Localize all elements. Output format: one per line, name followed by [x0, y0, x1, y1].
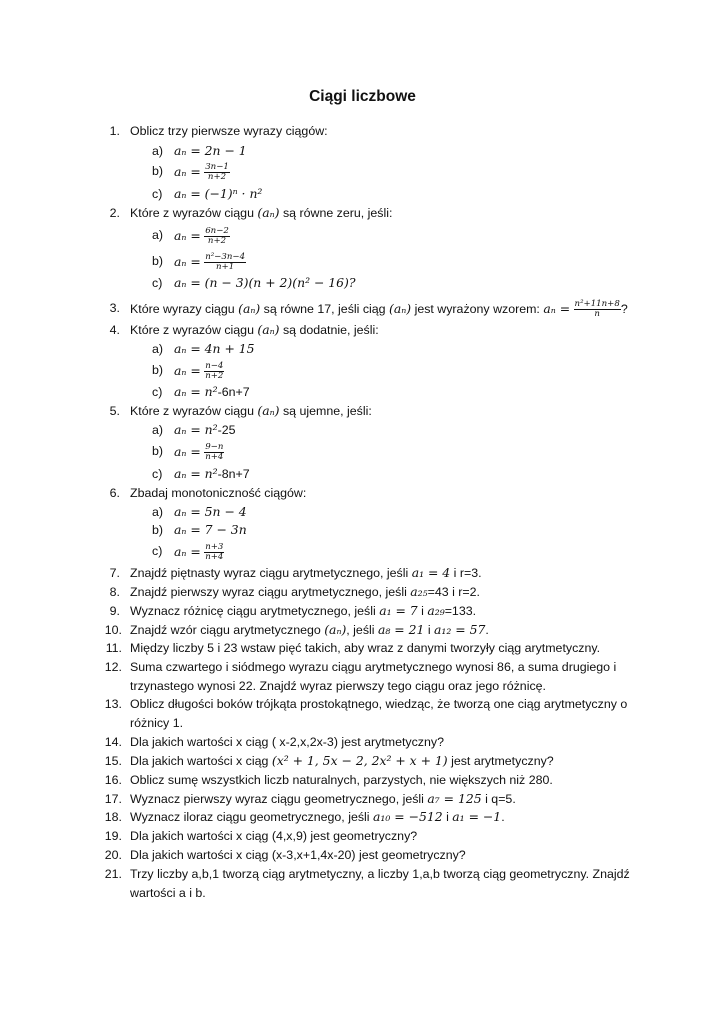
formula: aₙ = $\frac{3n-1}{n+2}$	[174, 162, 229, 182]
task-text: Które z wyrazów ciągu (aₙ) są dodatnie, jeśli:	[130, 322, 379, 337]
fraction: $\frac{n-4}{n+2}$	[205, 361, 224, 381]
formula: aₙ = $\frac{9-n}{n+4}$	[174, 442, 224, 462]
task-text: trzynastego wynosi 22. Znajdź wyraz pierwszy tego ciągu oraz jego różnicę.	[130, 679, 546, 693]
formula: aₙ = $\frac{n-4}{n+2}$	[174, 361, 224, 381]
subitem-label: b)	[152, 164, 164, 178]
formula: aₙ = 4n + 15	[174, 341, 255, 356]
task-text: różnicy 1.	[130, 716, 184, 730]
subitem-label: b)	[152, 363, 164, 377]
task-number: 6.	[109, 486, 120, 500]
subitem-label: a)	[152, 342, 164, 356]
task-number: 5.	[109, 404, 120, 418]
task-text: Suma czwartego i siódmego wyrazu ciągu arytmetycznego wynosi 86, a suma drugiego i	[130, 660, 617, 674]
task-text: Wyznacz pierwszy wyraz ciągu geometrycznego, jeśli a₇ = 125 i q=5.	[130, 791, 516, 806]
formula: aₙ = n²-6n+7	[174, 384, 250, 399]
task-text: Zbadaj monotoniczność ciągów:	[130, 486, 307, 500]
subitem-label: c)	[152, 385, 163, 399]
task-number: 10.	[104, 623, 122, 637]
task-text: Które z wyrazów ciągu (aₙ) są ujemne, jeśli:	[130, 403, 372, 418]
task-number: 18.	[104, 810, 122, 824]
task-number: 4.	[109, 323, 120, 337]
page-title: Ciągi liczbowe	[309, 88, 416, 105]
task-text: wartości a i b.	[130, 886, 206, 900]
task-text: Oblicz sumę wszystkich liczb naturalnych, parzystych, nie większych niż 280.	[130, 773, 553, 787]
formula: aₙ = $\frac{\text{n²−3n−4}}{n+1}$	[174, 252, 246, 272]
task-text: Między liczby 5 i 23 wstaw pięć takich, aby wraz z danymi tworzyły ciąg arytmetyczny.	[130, 641, 601, 655]
subitem-label: c)	[152, 467, 163, 481]
fraction: $\frac{3n-1}{n+2}$	[205, 162, 229, 182]
task-number: 14.	[104, 735, 122, 749]
formula: aₙ = 5n − 4	[174, 504, 247, 519]
task-text: Dla jakich wartości x ciąg ( x-2,x,2x-3) jest arytmetyczny?	[130, 735, 444, 749]
fraction: $\frac{6n-2}{n+2}$	[205, 226, 229, 246]
subitem-label: c)	[152, 276, 163, 290]
formula: aₙ = $\frac{n+3}{n+4}$	[174, 542, 224, 562]
fraction: $\frac{\text{n²+11n+8}}{n}$	[574, 299, 620, 319]
task-number: 16.	[104, 773, 122, 787]
task-number: 9.	[109, 604, 120, 618]
task-text: Oblicz długości boków trójkąta prostokątnego, wiedząc, że tworzą one ciąg arytmetyczny o	[130, 697, 628, 711]
task-text: Które wyrazy ciągu (aₙ) są równe 17, jeśli ciąg (aₙ) jest wyrażony wzorem: aₙ = $\frac{\text{n²+11n+8}}{n}$ ?	[130, 299, 628, 319]
subitem-label: a)	[152, 505, 164, 519]
formula: aₙ = n²-25	[174, 422, 236, 437]
task-number: 1.	[109, 124, 120, 138]
task-text: Które z wyrazów ciągu (aₙ) są równe zeru, jeśli:	[130, 205, 393, 220]
formula: aₙ = n²-8n+7	[174, 466, 250, 481]
task-text: Wyznacz iloraz ciągu geometrycznego, jeśli a₁₀ = −512 i a₁ = −1.	[130, 809, 505, 824]
task-number: 13.	[104, 697, 122, 711]
task-number: 2.	[109, 206, 120, 220]
task-number: 7.	[109, 566, 120, 580]
task-number: 3.	[109, 301, 120, 315]
subitem-label: b)	[152, 444, 164, 458]
formula: aₙ = 7 − 3n	[174, 522, 247, 537]
task-text: Znajdź pierwszy wyraz ciągu arytmetycznego, jeśli a₂₅=43 i r=2.	[130, 584, 480, 599]
task-number: 19.	[104, 829, 122, 843]
subitem-label: c)	[152, 544, 163, 558]
task-number: 20.	[104, 848, 122, 862]
subitem-label: a)	[152, 228, 164, 242]
task-text: Dla jakich wartości x ciąg (x² + 1, 5x − 2, 2x² + x + 1) jest arytmetyczny?	[130, 753, 554, 768]
formula: aₙ = (n − 3)(n + 2)(n² − 16)?	[174, 275, 356, 290]
formula: aₙ = $\frac{6n-2}{n+2}$	[174, 226, 229, 246]
task-number: 17.	[104, 792, 122, 806]
task-text: Dla jakich wartości x ciąg (x-3,x+1,4x-20) jest geometryczny?	[130, 848, 466, 862]
subitem-label: b)	[152, 254, 164, 268]
task-text: Oblicz trzy pierwsze wyrazy ciągów:	[130, 124, 328, 138]
task-number: 8.	[109, 585, 120, 599]
subitem-label: b)	[152, 523, 164, 537]
task-text: Znajdź piętnasty wyraz ciągu arytmetycznego, jeśli a₁ = 4 i r=3.	[130, 565, 482, 580]
task-text: Znajdź wzór ciągu arytmetycznego (aₙ), jeśli a₈ = 21 i a₁₂ = 57.	[130, 622, 489, 637]
task-number: 11.	[105, 641, 122, 655]
fraction: $\frac{9-n}{n+4}$	[205, 442, 224, 462]
formula: aₙ = 2n − 1	[174, 143, 247, 158]
subitem-label: a)	[152, 423, 164, 437]
formula: aₙ = (−1)ⁿ · n²	[174, 186, 263, 201]
task-text: Wyznacz różnicę ciągu arytmetycznego, jeśli a₁ = 7 i a₂₉=133.	[130, 603, 477, 618]
task-number: 12.	[104, 660, 122, 674]
task-number: 21.	[104, 867, 122, 881]
fraction: $\frac{\text{n²−3n−4}}{n+1}$	[205, 252, 246, 272]
subitem-label: a)	[152, 144, 164, 158]
task-text: Dla jakich wartości x ciąg (4,x,9) jest geometryczny?	[130, 829, 418, 843]
task-number: 15.	[104, 754, 122, 768]
task-text: Trzy liczby a,b,1 tworzą ciąg arytmetyczny, a liczby 1,a,b tworzą ciąg geometryczny. Znajdź	[130, 867, 630, 881]
fraction: $\frac{n+3}{n+4}$	[205, 542, 224, 562]
subitem-label: c)	[152, 187, 163, 201]
